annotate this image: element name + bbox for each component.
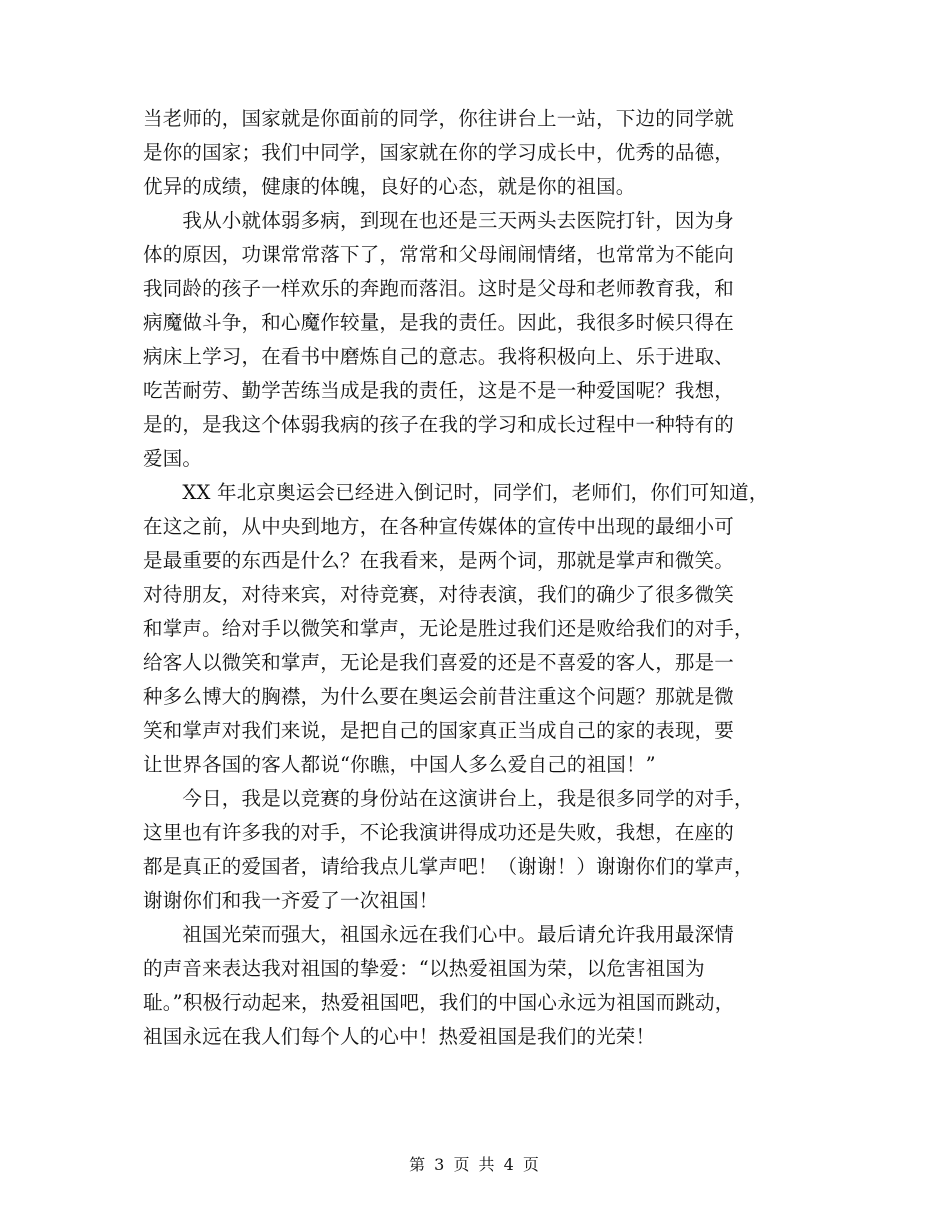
page-number-footer: 第 3 页 共 4 页 <box>409 1155 541 1174</box>
text-line: 病床上学习，在看书中磨炼自己的意志。我将积极向上、乐于进取、 <box>143 345 735 368</box>
text-line: 对待朋友，对待来宾，对待竞赛，对待表演，我们的确少了很多微笑 <box>143 583 735 606</box>
text-line: 在这之前，从中央到地方，在各种宣传媒体的宣传中出现的最细小可 <box>143 515 735 538</box>
text-line: 病魔做斗争，和心魔作较量，是我的责任。因此，我很多时候只得在 <box>143 311 735 334</box>
text-line: 耻。”积极行动起来，热爱祖国吧，我们的中国心永远为祖国而跳动， <box>143 991 735 1014</box>
text-line: 让世界各国的客人都说“你瞧，中国人多么爱自己的祖国！” <box>143 753 656 776</box>
text-line: 吃苦耐劳、勤学苦练当成是我的责任，这是不是一种爱国呢？我想， <box>143 379 735 402</box>
text-line: 是的，是我这个体弱我病的孩子在我的学习和成长过程中一种特有的 <box>143 413 735 436</box>
text-line: 当老师的，国家就是你面前的同学，你往讲台上一站，下边的同学就 <box>143 107 735 130</box>
text-line: 是你的国家；我们中同学，国家就在你的学习成长中，优秀的品德， <box>143 141 735 164</box>
text-line: 和掌声。给对手以微笑和掌声，无论是胜过我们还是败给我们的对手， <box>143 617 754 640</box>
text-line: 给客人以微笑和掌声，无论是我们喜爱的还是不喜爱的客人，那是一 <box>143 651 735 674</box>
text-line: XX 年北京奥运会已经进入倒记时，同学们，老师们，你们可知道， <box>143 481 769 504</box>
text-line: 祖国光荣而强大，祖国永远在我们心中。最后请允许我用最深情 <box>143 923 735 946</box>
text-line: 这里也有许多我的对手，不论我演讲得成功还是失败，我想，在座的 <box>143 821 735 844</box>
text-line: 爱国。 <box>143 447 203 470</box>
text-line: 笑和掌声对我们来说，是把自己的国家真正当成自己的家的表现，要 <box>143 719 735 742</box>
text-line: 种多么博大的胸襟，为什么要在奥运会前昔注重这个问题？那就是微 <box>143 685 735 708</box>
text-line: 优异的成绩，健康的体魄，良好的心态，就是你的祖国。 <box>143 175 636 198</box>
text-line: 的声音来表达我对祖国的挚爱：“以热爱祖国为荣，以危害祖国为 <box>143 957 705 980</box>
text-line: 祖国永远在我人们每个人的心中！热爱祖国是我们的光荣！ <box>143 1025 656 1048</box>
body-text <box>143 102 813 1054</box>
text-line: 谢谢你们和我一齐爱了一次祖国！ <box>143 889 439 912</box>
text-line: 我同龄的孩子一样欢乐的奔跑而落泪。这时是父母和老师教育我，和 <box>143 277 735 300</box>
text-line: 都是真正的爱国者，请给我点儿掌声吧！（谢谢！）谢谢你们的掌声， <box>143 855 754 878</box>
text-line: 我从小就体弱多病，到现在也还是三天两头去医院打针，因为身 <box>143 209 735 232</box>
text-line: 是最重要的东西是什么？在我看来，是两个词，那就是掌声和微笑。 <box>143 549 735 572</box>
text-line: 今日，我是以竞赛的身份站在这演讲台上，我是很多同学的对手， <box>143 787 754 810</box>
text-line: 体的原因，功课常常落下了，常常和父母闹闹情绪，也常常为不能向 <box>143 243 735 266</box>
